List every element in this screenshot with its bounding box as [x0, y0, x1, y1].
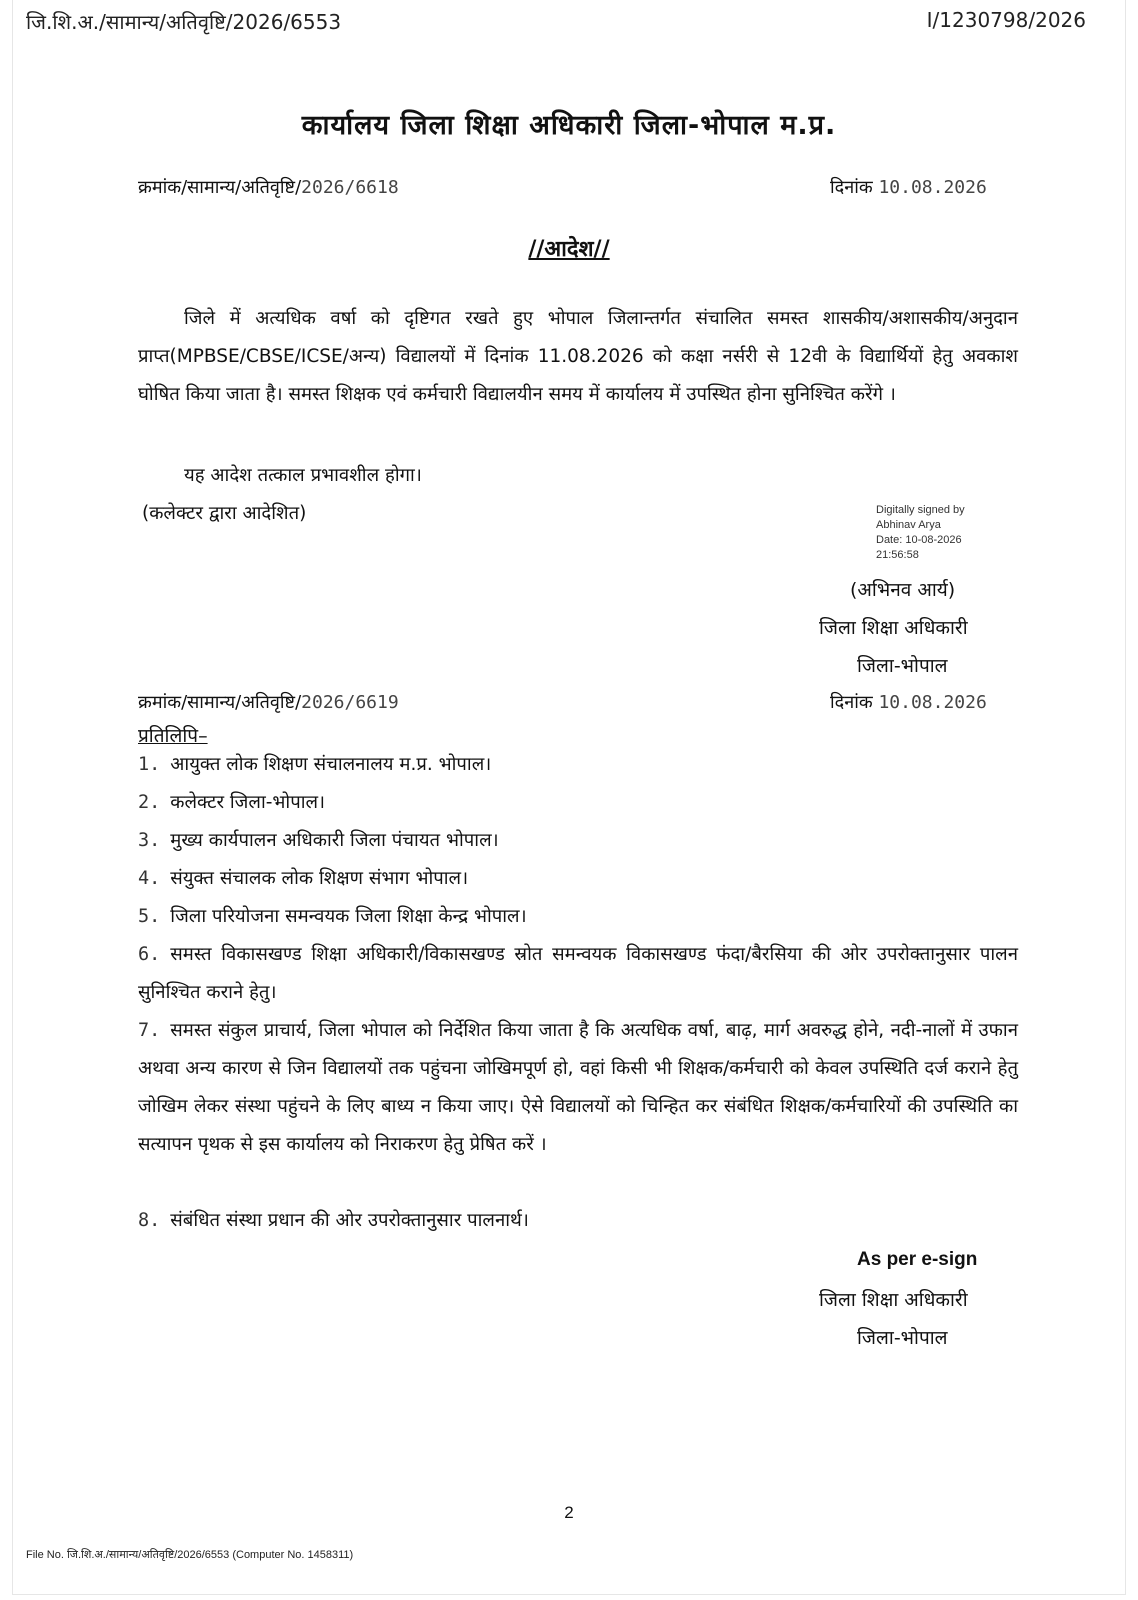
footer-file-line: File No. जि.शि.अ./सामान्य/अतिवृष्टि/2026/6553 (Computer No. 1458311) — [26, 1549, 354, 1561]
copy-ref-label: क्रमांक/सामान्य/अतिवृष्टि/ — [138, 692, 302, 713]
order-reference — [138, 175, 399, 199]
copy-date-value: 10.08.2026 — [878, 692, 987, 713]
signatory-designation: जिला शिक्षा अधिकारी — [819, 617, 968, 639]
list-item: 4. संयुक्त संचालक लोक शिक्षण संभाग भोपाल। — [138, 868, 469, 889]
order-ref-number: 2026/6618 — [301, 177, 399, 198]
signatory-name: (अभिनव आर्य) — [850, 579, 956, 601]
copy-ref-number: 2026/6619 — [301, 692, 399, 713]
list-item: 1. आयुक्त लोक शिक्षण संचालनालय म.प्र. भोपाल। — [138, 754, 492, 775]
copy-reference — [138, 690, 399, 714]
esign-label: As per e-sign — [857, 1249, 978, 1270]
office-title: कार्यालय जिला शिक्षा अधिकारी जिला-भोपाल म.प्र. — [301, 110, 837, 141]
dsig-line-3: Date: 10-08-2026 — [876, 534, 962, 546]
list-item: 3. मुख्य कार्यपालन अधिकारी जिला पंचायत भोपाल। — [138, 830, 499, 851]
effective-line: यह आदेश तत्काल प्रभावशील होगा। — [184, 465, 422, 486]
authority-line: (कलेक्टर द्वारा आदेशित) — [142, 503, 307, 524]
order-ref-label: क्रमांक/सामान्य/अतिवृष्टि/ — [138, 177, 302, 198]
order-date-label: दिनांक — [830, 177, 873, 198]
copy-signatory-district: जिला-भोपाल — [857, 1327, 948, 1349]
copy-date — [830, 690, 987, 714]
copy-heading: प्रतिलिपि– — [138, 725, 208, 747]
order-heading: //आदेश// — [528, 237, 610, 262]
copy-date-label: दिनांक — [830, 692, 873, 713]
digital-signature-block — [876, 503, 965, 563]
page-number: 2 — [564, 1503, 574, 1522]
dsig-line-4: 21:56:58 — [876, 549, 919, 561]
dsig-line-1: Digitally signed by — [876, 504, 965, 516]
dsig-line-2: Abhinav Arya — [876, 519, 941, 531]
signatory-district: जिला-भोपाल — [857, 655, 948, 677]
order-body: जिले में अत्यधिक वर्षा को दृष्टिगत रखते हुए भोपाल जिलान्तर्गत संचालित समस्त शासकीय/अशासकीय/अनुदान प्राप्त(MPBSE/CBSE/ICSE/अन्य) विद्यालयों में दिनांक 11.08.2026 को कक्षा नर्सरी से 12वी के विद्यार्थियों हेतु अवकाश घोषित किया जाता है। समस्त शिक्षक एवं कर्मचारी विद्यालयीन समय में कार्यालय में उपस्थित होना सुनिश्चित करेंगे । — [138, 308, 1018, 405]
document-id: I/1230798/2026 — [926, 8, 1086, 32]
copy-signatory-designation: जिला शिक्षा अधिकारी — [819, 1289, 968, 1311]
order-date — [830, 175, 987, 199]
list-item: 7. समस्त संकुल प्राचार्य, जिला भोपाल को निर्देशित किया जाता है कि अत्यधिक वर्षा, बाढ़, मार्ग अवरुद्ध होने, नदी-नालों में उफान अथवा अन्य कारण से जिन विद्यालयों तक पहुंचना जोखिमपूर्ण हो, वहां किसी भी शिक्षक/कर्मचारी को केवल उपस्थिति दर्ज कराने हेतु जोखिम लेकर संस्था पहुंचने के लिए बाध्य न किया जाए। ऐसे विद्यालयों को चिन्हित कर संबंधित शिक्षक/कर्मचारियों की उपस्थिति का सत्यापन पृथक से इस कार्यालय को निराकरण हेतु प्रेषित करें । — [138, 1020, 1018, 1155]
order-date-value: 10.08.2026 — [878, 177, 987, 198]
list-item: 2. कलेक्टर जिला-भोपाल। — [138, 792, 326, 813]
file-reference: जि.शि.अ./सामान्य/अतिवृष्टि/2026/6553 — [26, 10, 342, 34]
list-item: 6. समस्त विकासखण्ड शिक्षा अधिकारी/विकासखण्ड स्रोत समन्वयक विकासखण्ड फंदा/बैरसिया की ओर उपरोक्तानुसार पालन सुनिश्चित कराने हेतु। — [138, 944, 1018, 1003]
list-item: 8. संबंधित संस्था प्रधान की ओर उपरोक्तानुसार पालनार्थ। — [138, 1210, 529, 1231]
list-item: 5. जिला परियोजना समन्वयक जिला शिक्षा केन्द्र भोपाल। — [138, 906, 527, 927]
